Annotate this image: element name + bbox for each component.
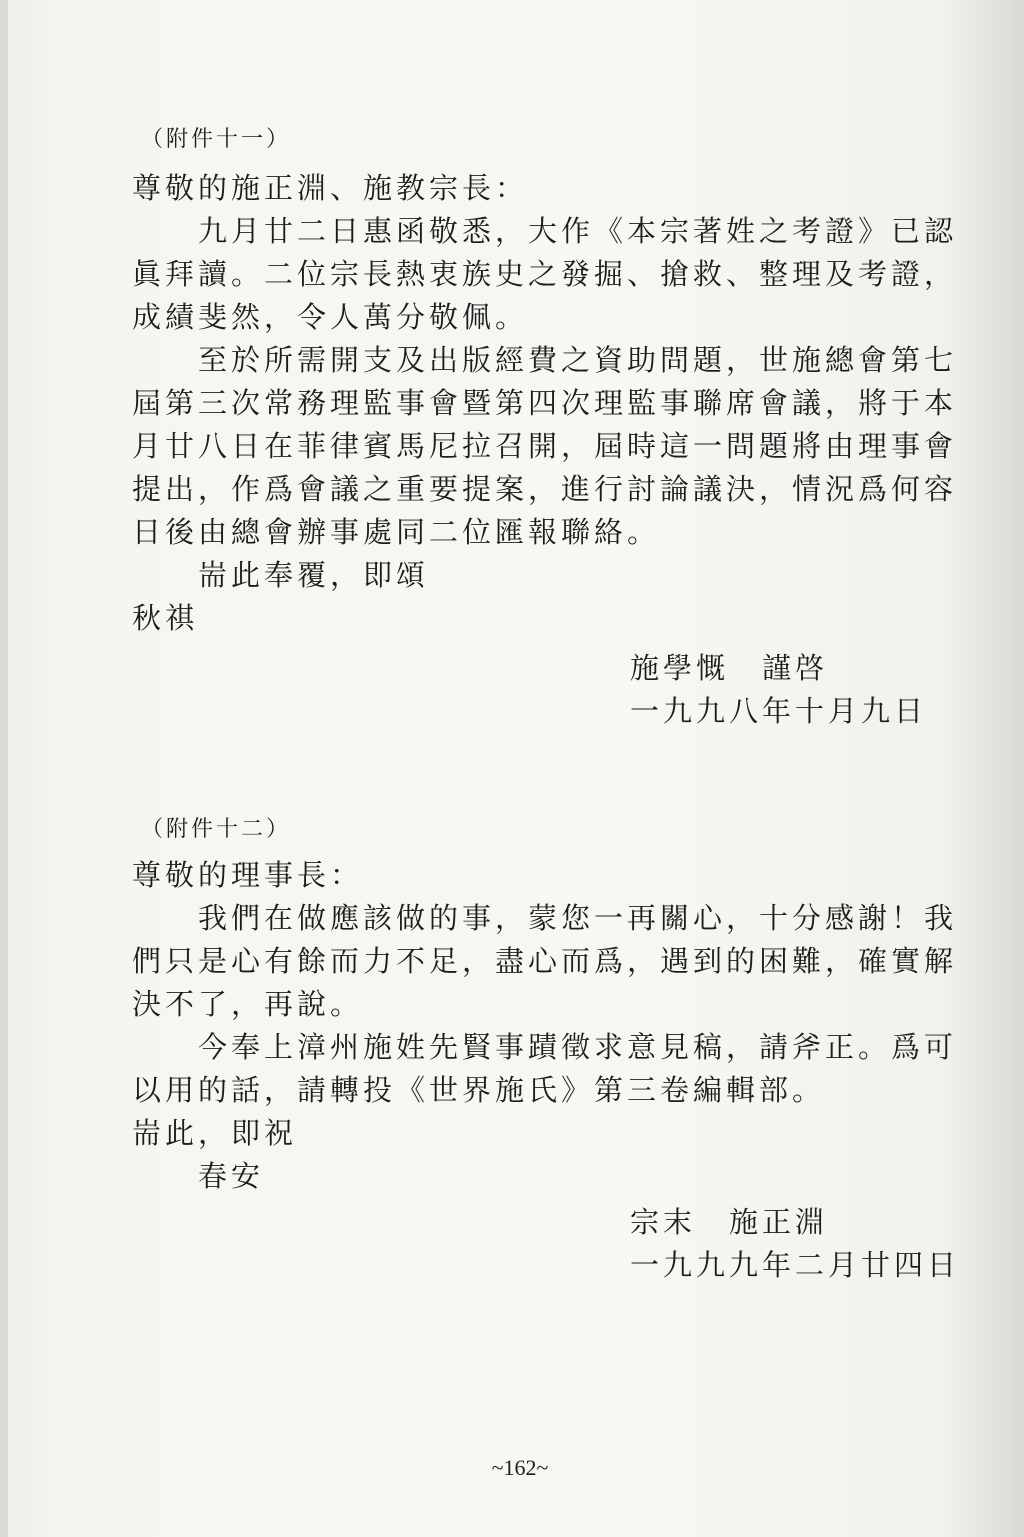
paragraph-line: 至於所需開支及出版經費之資助問題，世施總會第七: [198, 343, 958, 377]
paragraph-line: 屆第三次常務理監事會暨第四次理監事聯席會議，將于本: [132, 386, 958, 420]
paragraph-line: 提出，作爲會議之重要提案，進行討論議決，情況爲何容: [132, 472, 958, 506]
paragraph-line: 們只是心有餘而力不足，盡心而爲，遇到的困難，確實解: [132, 944, 958, 978]
closing-line: 耑此，即祝: [132, 1116, 298, 1150]
signature: 施學慨 謹啓: [630, 651, 829, 685]
signature: 宗末 施正淵: [630, 1205, 829, 1239]
date: 一九九八年十月九日: [630, 694, 928, 728]
closing-line: 耑此奉覆，即頌: [198, 558, 430, 592]
date: 一九九九年二月廿四日: [630, 1248, 961, 1282]
paragraph-line: 我們在做應該做的事，蒙您一再關心，十分感謝！我: [198, 901, 958, 935]
salutation: 尊敬的理事長：: [132, 858, 364, 892]
paragraph-line: 成績斐然，令人萬分敬佩。: [132, 300, 529, 334]
paragraph-line: 日後由總會辦事處同二位匯報聯絡。: [132, 515, 661, 549]
closing-greeting: 春安: [198, 1159, 265, 1193]
attachment-label: （附件十一）: [141, 127, 292, 152]
paragraph-line: 今奉上漳州施姓先賢事蹟徵求意見稿，請斧正。爲可: [198, 1030, 958, 1064]
paragraph-line: 以用的話，請轉投《世界施氏》第三卷編輯部。: [132, 1073, 826, 1107]
page-number: ~162~: [491, 1455, 549, 1480]
salutation: 尊敬的施正淵、施教宗長：: [132, 171, 529, 205]
paragraph-line: 月廿八日在菲律賓馬尼拉召開，屆時這一問題將由理事會: [132, 429, 958, 463]
attachment-label: （附件十二）: [141, 817, 292, 842]
paragraph-line: 眞拜讀。二位宗長熱衷族史之發掘、搶救、整理及考證，: [132, 257, 958, 291]
closing-greeting: 秋祺: [132, 601, 199, 635]
paragraph-line: 決不了，再說。: [132, 987, 364, 1021]
paragraph-line: 九月廿二日惠函敬悉，大作《本宗著姓之考證》已認: [198, 214, 958, 248]
